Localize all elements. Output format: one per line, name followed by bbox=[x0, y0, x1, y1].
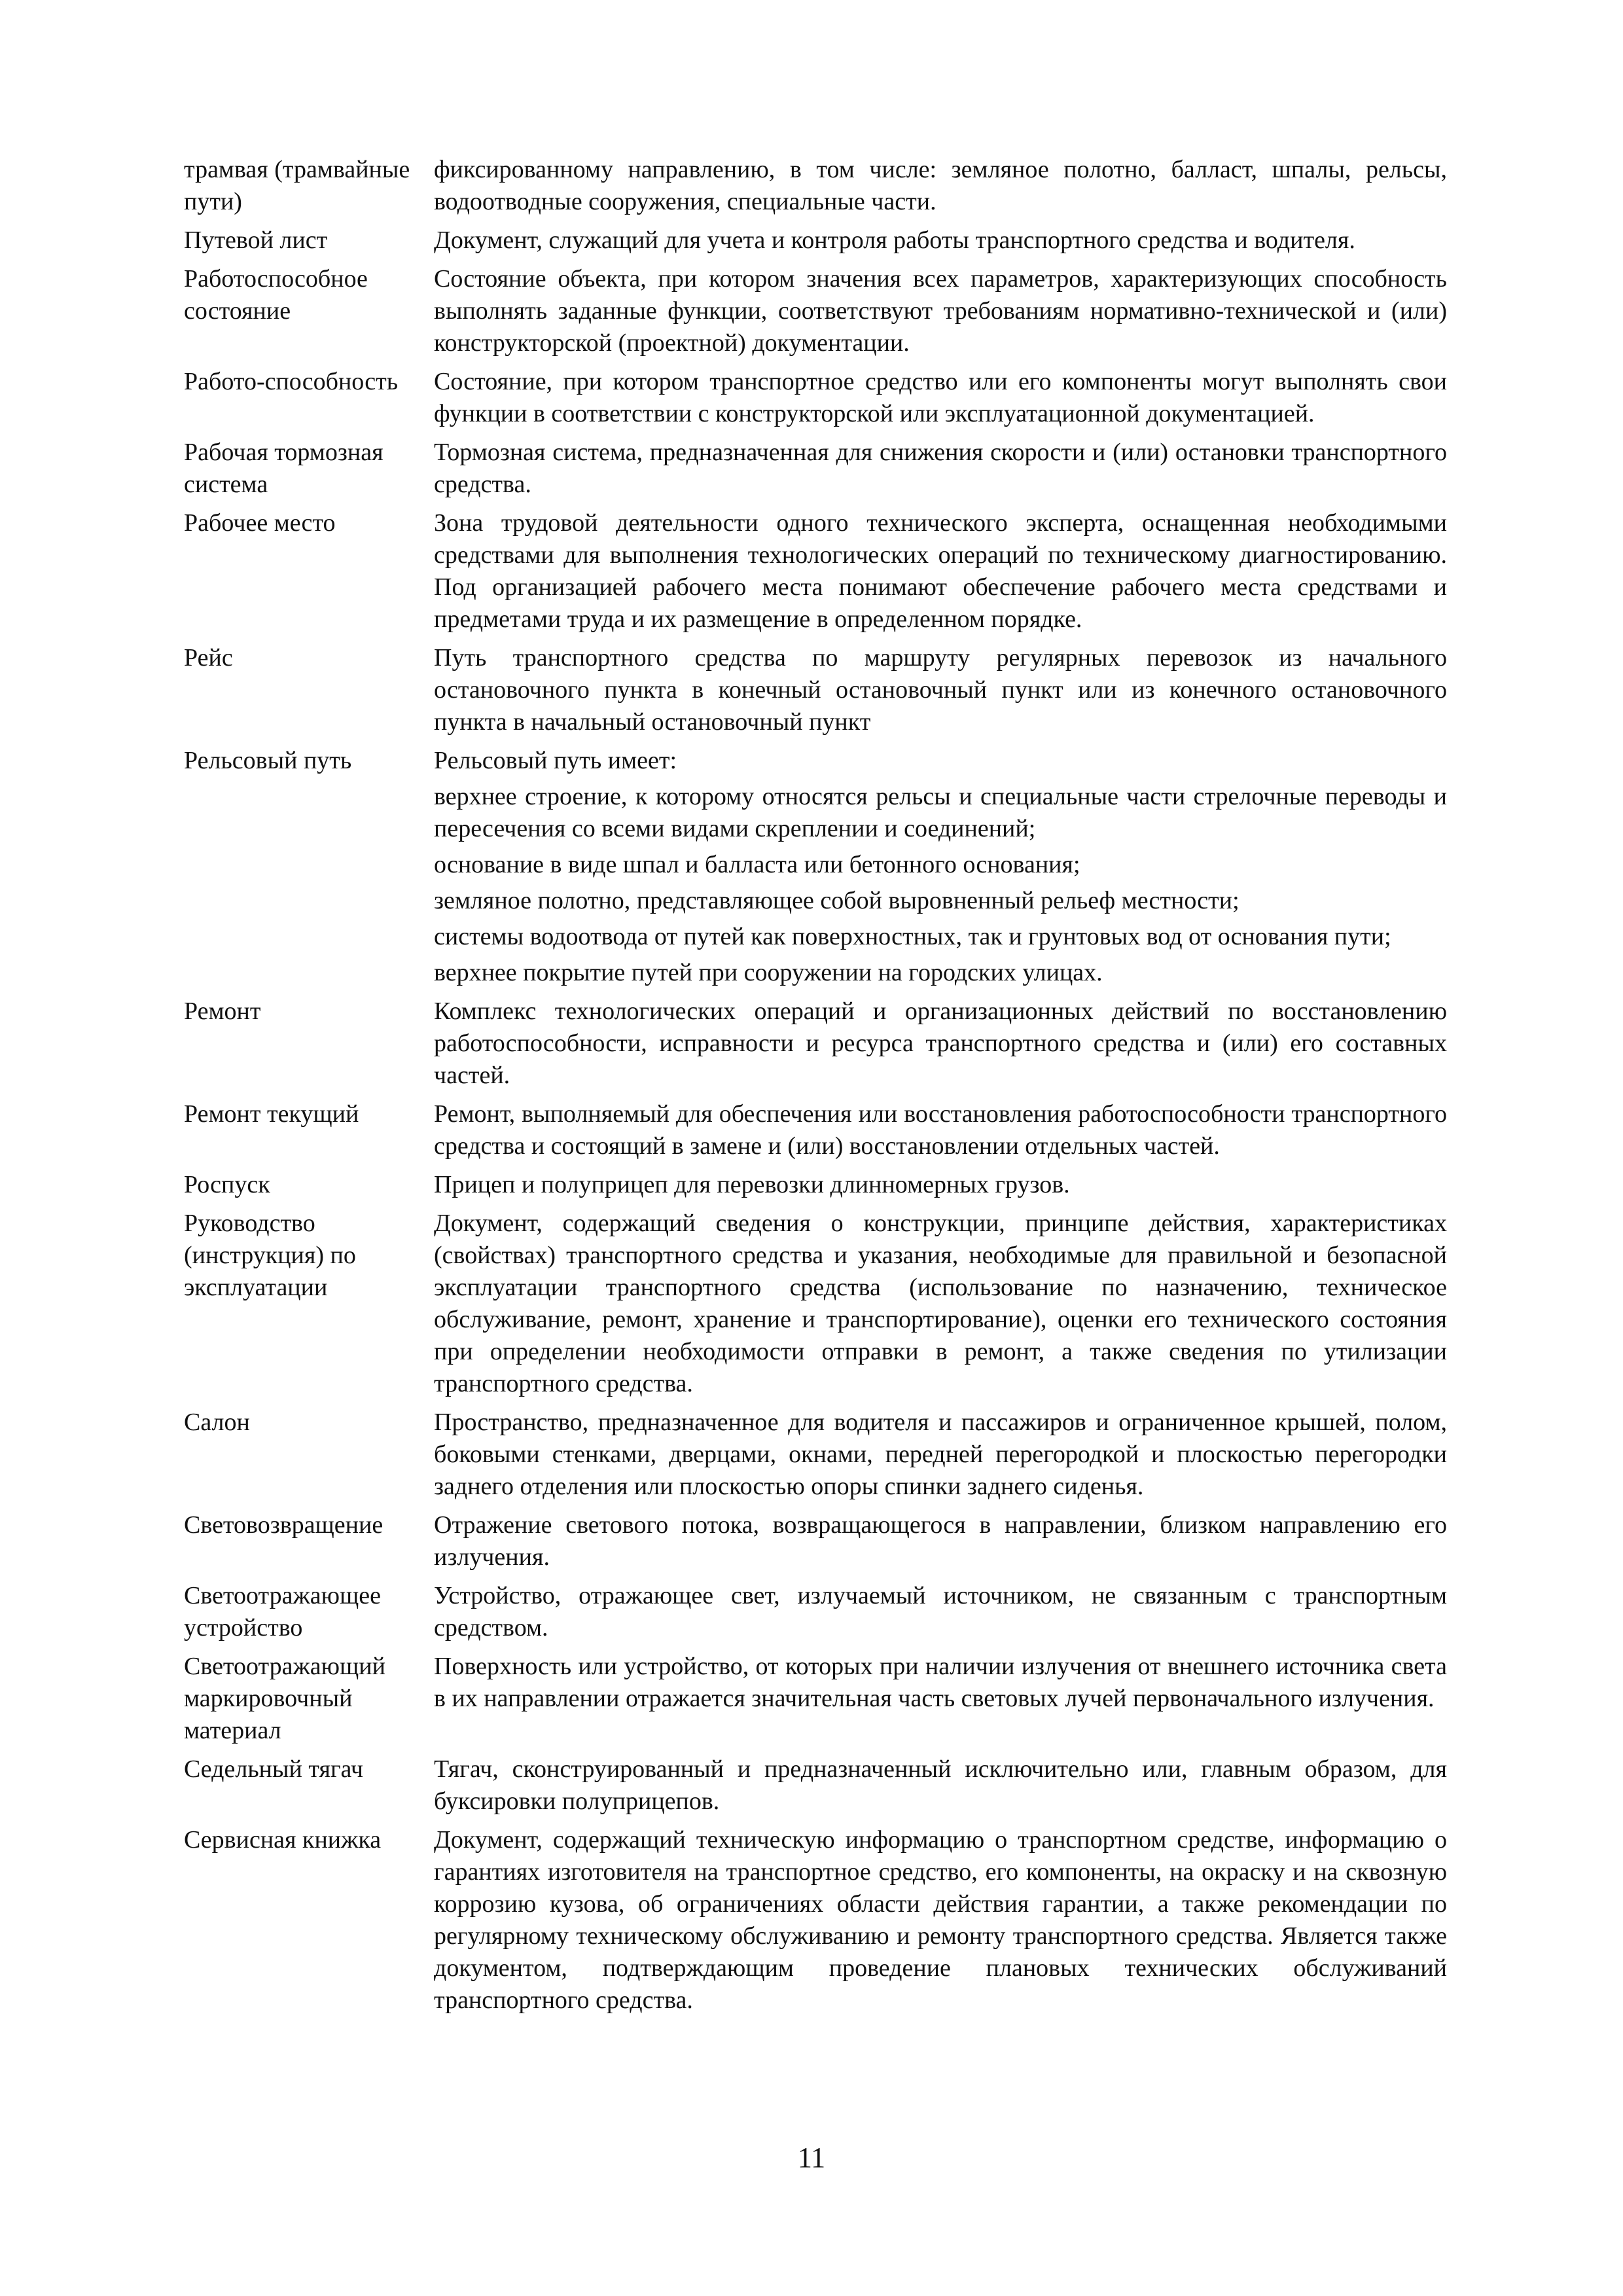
glossary-definition bbox=[434, 154, 1447, 218]
definition-paragraph: Документ, содержащий сведения о конструкции, принципе действия, характеристиках (свойствах) транспортного средства и указания, необходимые для правильной и безопасной эксплуатации транспортного средства (использование по назначению, техническое обслуживание, ремонт, хранение и транспортирование), оценки его технического состояния при определении необходимости отправки в ремонт, а также сведения по утилизации транспортного средства. bbox=[434, 1210, 1447, 1397]
glossary-entry bbox=[184, 1098, 1447, 1162]
glossary-definition bbox=[434, 224, 1447, 257]
glossary-entry bbox=[184, 1824, 1447, 2017]
definition-paragraph: фиксированному направлению, в том числе: земляное полотно, балласт, шпалы, рельсы, водоотводные сооружения, специальные части. bbox=[434, 156, 1447, 215]
glossary-entry bbox=[184, 996, 1447, 1092]
glossary-definition bbox=[434, 507, 1447, 636]
glossary-term: Салон bbox=[184, 1408, 250, 1436]
glossary-term: Путевой лист bbox=[184, 226, 328, 254]
glossary-definition bbox=[434, 1753, 1447, 1818]
glossary-term: трамвая (трамвайные пути) bbox=[184, 156, 410, 215]
glossary-term: Сервисная книжка bbox=[184, 1826, 382, 1854]
glossary-definition bbox=[434, 1169, 1447, 1201]
page-number: 11 bbox=[797, 2142, 826, 2174]
glossary-term: Ремонт bbox=[184, 997, 261, 1025]
definition-paragraph: Ремонт, выполняемый для обеспечения или восстановления работоспособности транспортного средства и состоящий в замене и (или) восстановлении отдельных частей. bbox=[434, 1100, 1447, 1160]
glossary-term: Рабочая тормозная система bbox=[184, 439, 383, 498]
definition-paragraph: Документ, служащий для учета и контроля работы транспортного средства и водителя. bbox=[434, 226, 1355, 254]
definition-paragraph: Комплекс технологических операций и организационных действий по восстановлению работоспособности, исправности и ресурса транспортного средства и (или) его составных частей. bbox=[434, 997, 1447, 1089]
glossary-definition bbox=[434, 1098, 1447, 1162]
glossary-entry bbox=[184, 437, 1447, 501]
glossary-entry bbox=[184, 1580, 1447, 1644]
definition-paragraph: Состояние, при котором транспортное средство или его компоненты могут выполнять свои функции в соответствии с конструкторской или эксплуатационной документацией. bbox=[434, 368, 1447, 427]
glossary-entry bbox=[184, 642, 1447, 738]
glossary-entry bbox=[184, 1509, 1447, 1573]
glossary-definition bbox=[434, 437, 1447, 501]
glossary-definition bbox=[434, 642, 1447, 738]
glossary-term: Роспуск bbox=[184, 1171, 270, 1198]
definition-paragraph: Тормозная система, предназначенная для снижения скорости и (или) остановки транспортного средства. bbox=[434, 439, 1447, 498]
definition-paragraph: основание в виде шпал и балласта или бетонного основания; bbox=[434, 851, 1080, 878]
glossary-term: Светоотражающее устройство bbox=[184, 1582, 381, 1641]
glossary-term: Седельный тягач bbox=[184, 1755, 363, 1783]
definition-paragraph: системы водоотвода от путей как поверхностных, так и грунтовых вод от основания пути; bbox=[434, 923, 1391, 950]
glossary-term: Ремонт текущий bbox=[184, 1100, 359, 1128]
definition-paragraph: Зона трудовой деятельности одного технического эксперта, оснащенная необходимыми средствами для выполнения технологических операций по техническому диагностированию. Под организацией рабочего места понимают обеспечение рабочего места средствами и предметами труда и их размещение в определенном порядке. bbox=[434, 509, 1447, 633]
definition-paragraph: Тягач, сконструированный и предназначенный исключительно или, главным образом, для буксировки полуприцепов. bbox=[434, 1755, 1447, 1815]
definition-paragraph: Документ, содержащий техническую информацию о транспортном средстве, информацию о гарантиях изготовителя на транспортное средство, его компоненты, на окраску и на сквозную коррозию кузова, об ограничениях области действия гарантии, а также рекомендации по регулярному техническому обслуживанию и ремонту транспортного средства. Является также документом, подтверждающим проведение плановых технических обслуживаний транспортного средства. bbox=[434, 1826, 1447, 2014]
definition-paragraph: земляное полотно, представляющее собой выровненный рельеф местности; bbox=[434, 887, 1240, 914]
glossary-term: Работоспособное состояние bbox=[184, 265, 368, 325]
glossary-entry bbox=[184, 1208, 1447, 1400]
glossary-term: Рельсовый путь bbox=[184, 747, 352, 774]
glossary-definition bbox=[434, 1824, 1447, 2017]
definition-paragraph: верхнее покрытие путей при сооружении на городских улицах. bbox=[434, 959, 1103, 986]
definition-paragraph: Отражение светового потока, возвращающегося в направлении, близком направлению его излучения. bbox=[434, 1511, 1447, 1571]
definition-paragraph: Поверхность или устройство, от которых при наличии излучения от внешнего источника света в их направлении отражается значительная часть световых лучей первоначального излучения. bbox=[434, 1653, 1447, 1712]
glossary-term: Рабочее место bbox=[184, 509, 336, 537]
definition-paragraph: Путь транспортного средства по маршруту регулярных перевозок из начального остановочного пункта в конечный остановочный пункт или из конечного остановочного пункта в начальный остановочный пункт bbox=[434, 644, 1447, 736]
definition-paragraph: верхнее строение, к которому относятся рельсы и специальные части стрелочные переводы и пересечения со всеми видами скреплении и соединений; bbox=[434, 783, 1447, 842]
glossary-entry bbox=[184, 1407, 1447, 1503]
glossary-definition bbox=[434, 996, 1447, 1092]
glossary-term: Световозвращение bbox=[184, 1511, 383, 1539]
definition-paragraph: Пространство, предназначенное для водителя и пассажиров и ограниченное крышей, полом, боковыми стенками, дверцами, окнами, передней перегородкой и плоскостью перегородки заднего отделения или плоскостью опоры спинки заднего сиденья. bbox=[434, 1408, 1447, 1500]
glossary-definition bbox=[434, 1509, 1447, 1573]
glossary-definition bbox=[434, 745, 1447, 989]
glossary-entry bbox=[184, 1651, 1447, 1747]
glossary-entry bbox=[184, 1753, 1447, 1818]
definition-paragraph: Устройство, отражающее свет, излучаемый источником, не связанным с транспортным средством. bbox=[434, 1582, 1447, 1641]
glossary-definition bbox=[434, 1580, 1447, 1644]
glossary-term: Руководство (инструкция) по эксплуатации bbox=[184, 1210, 356, 1301]
glossary-term: Светоотражающий маркировочный материал bbox=[184, 1653, 385, 1744]
glossary-entry bbox=[184, 507, 1447, 636]
glossary-entry bbox=[184, 263, 1447, 359]
definition-paragraph: Состояние объекта, при котором значения всех параметров, характеризующих способность выполнять заданные функции, соответствуют требованиям нормативно-технической и (или) конструкторской (проектной) документации. bbox=[434, 265, 1447, 357]
glossary-entry bbox=[184, 366, 1447, 430]
glossary-term: Работо-способность bbox=[184, 368, 399, 395]
glossary-definition bbox=[434, 1651, 1447, 1715]
definition-paragraph: Прицеп и полуприцеп для перевозки длинномерных грузов. bbox=[434, 1171, 1070, 1198]
glossary-entry bbox=[184, 1169, 1447, 1201]
glossary-definition bbox=[434, 1208, 1447, 1400]
glossary-entry bbox=[184, 745, 1447, 989]
glossary-entry bbox=[184, 154, 1447, 218]
definition-paragraph: Рельсовый путь имеет: bbox=[434, 747, 677, 774]
glossary-table bbox=[184, 154, 1447, 2023]
glossary-term: Рейс bbox=[184, 644, 233, 672]
glossary-definition bbox=[434, 263, 1447, 359]
glossary-definition bbox=[434, 1407, 1447, 1503]
glossary-definition bbox=[434, 366, 1447, 430]
glossary-entry bbox=[184, 224, 1447, 257]
